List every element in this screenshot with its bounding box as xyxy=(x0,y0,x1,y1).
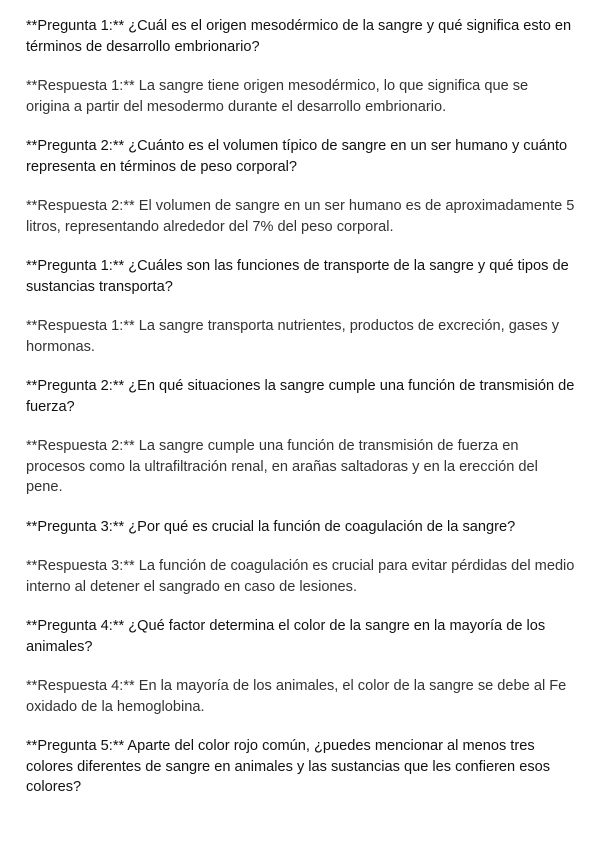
question-4: **Pregunta 2:** ¿En qué situaciones la sangre cumple una función de transmisión de fuerza? xyxy=(26,378,575,415)
answer-1: **Respuesta 1:** La sangre tiene origen mesodérmico, lo que significa que se origina a partir del mesodermo durante el desarrollo embrionario. xyxy=(26,78,529,115)
question-6: **Pregunta 4:** ¿Qué factor determina el color de la sangre en la mayoría de los animales? xyxy=(26,618,546,655)
answer-6: **Respuesta 4:** En la mayoría de los animales, el color de la sangre se debe al Fe oxidado de la hemoglobina. xyxy=(26,678,567,715)
answer-4: **Respuesta 2:** La sangre cumple una función de transmisión de fuerza en procesos como la ultrafiltración renal, en arañas saltadoras y en la erección del pene. xyxy=(26,438,538,495)
question-1: **Pregunta 1:** ¿Cuál es el origen mesodérmico de la sangre y qué significa esto en términos de desarrollo embrionario? xyxy=(26,18,572,55)
question-5: **Pregunta 3:** ¿Por qué es crucial la función de coagulación de la sangre? xyxy=(26,518,516,535)
question-7: **Pregunta 5:** Aparte del color rojo común, ¿puedes mencionar al menos tres colores diferentes de sangre en animales y las sustancias que les confieren esos colores? xyxy=(26,738,551,795)
answer-3: **Respuesta 1:** La sangre transporta nutrientes, productos de excreción, gases y hormonas. xyxy=(26,318,559,355)
answer-2: **Respuesta 2:** El volumen de sangre en un ser humano es de aproximadamente 5 litros, representando alrededor del 7% del peso corporal. xyxy=(26,198,575,235)
question-3: **Pregunta 1:** ¿Cuáles son las funciones de transporte de la sangre y qué tipos de sustancias transporta? xyxy=(26,258,569,295)
question-2: **Pregunta 2:** ¿Cuánto es el volumen típico de sangre en un ser humano y cuánto representa en términos de peso corporal? xyxy=(26,138,568,175)
answer-5: **Respuesta 3:** La función de coagulación es crucial para evitar pérdidas del medio interno al detener el sangrado en caso de lesiones. xyxy=(26,558,575,595)
